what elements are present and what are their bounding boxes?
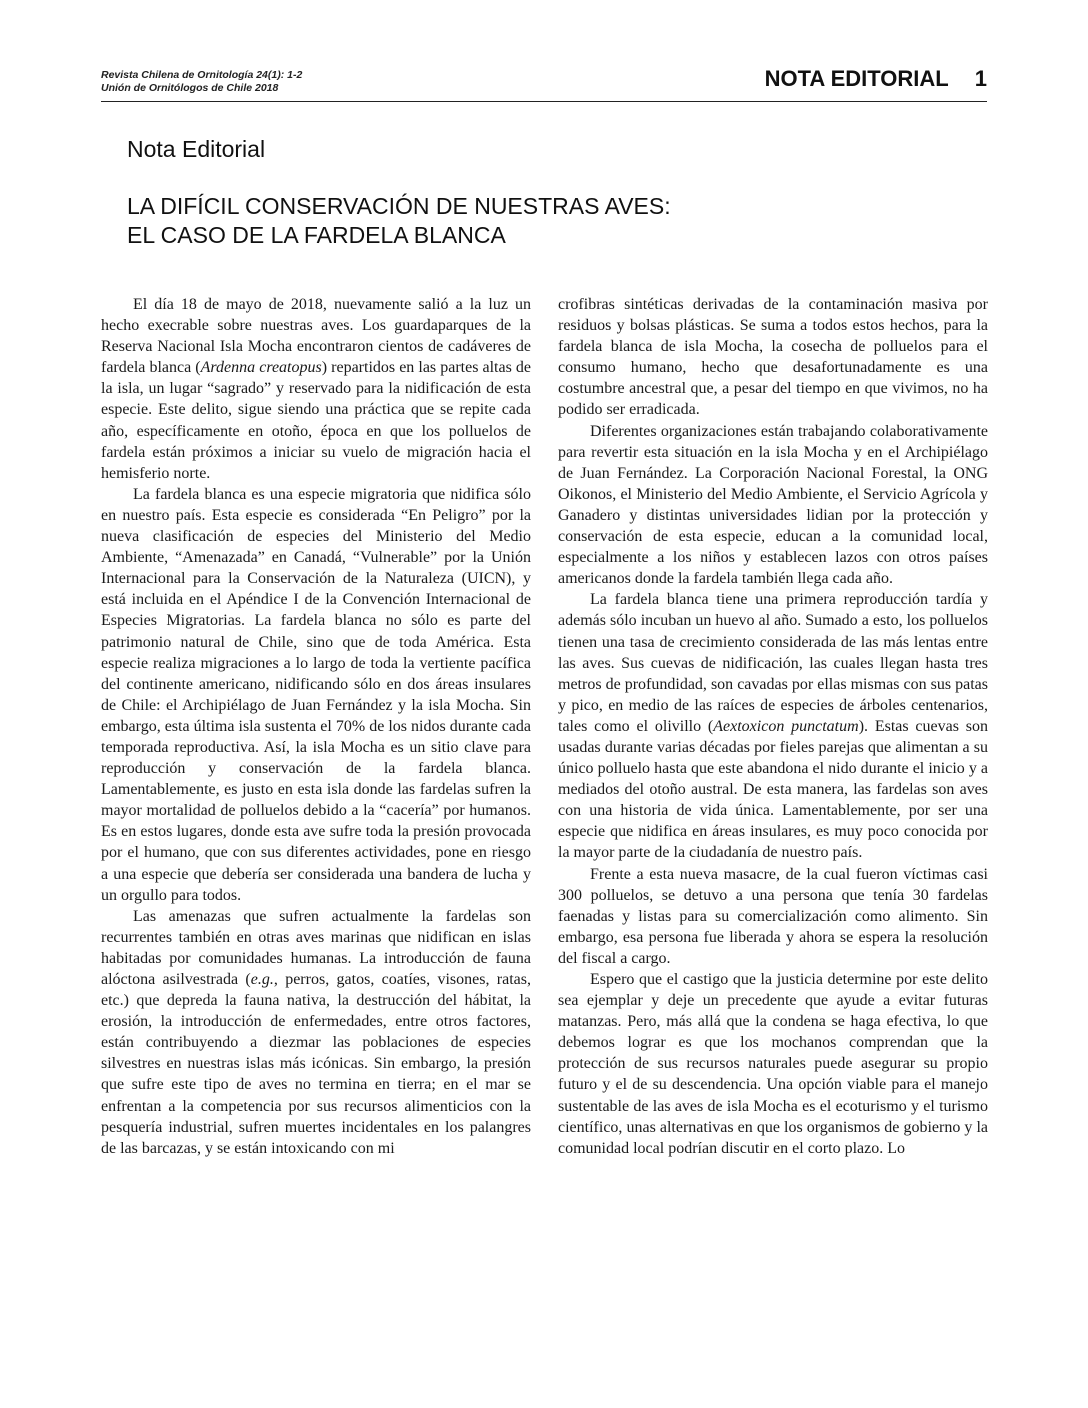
eg-abbreviation: e.g.: [250, 971, 274, 988]
paragraph-4: Diferentes organizaciones están trabajando colaborativamente para revertir esta situación en la isla Mocha y en el Archipiélago de Juan Fernández. La Corporación Nacional Forestal, la ONG Oikonos, el Ministerio del Medio Ambiente, el Servicio Agrícola y Ganadero y distintas universidades lidian por la protección y conservación de esta especie, educan a la comunidad local, especialmente a los niños y establecen lazos con otros países americanos donde la fardela también llega cada año.: [558, 422, 988, 588]
section-label: Nota Editorial: [127, 136, 266, 162]
title-line-2: EL CASO DE LA FARDELA BLANCA: [127, 222, 506, 248]
paragraph-5: [558, 589, 988, 863]
left-column: [101, 294, 531, 1159]
paragraph-1-text-a: El día 18 de mayo de 2018, nuevamente salió a la luz un hecho execrable sobre nuestras aves. Los guardaparques de la Reserva Nacional Isla Mocha encontraron cientos de cadáveres de fardela blanca (: [101, 296, 531, 377]
paragraph-1: [101, 294, 531, 484]
paragraph-3-text-a: Las amenazas que sufren actualmente la fardelas son recurrentes también en otras aves marinas que nidifican en islas habitadas por comunidades humanas. La introducción de fauna alóctona asilvestrada (: [101, 907, 531, 988]
right-column: [558, 294, 988, 1159]
paragraph-3-continued: crofibras sintéticas derivadas de la contaminación masiva por residuos y bolsas plásticas. Se suma a todos estos hechos, para la fardela blanca de isla Mocha, la cosecha de polluelos para el consumo humano, hecho que desafortunadamente es una costumbre ancestral que, a pesar del tiempo en que vivimos, no ha podido ser erradicada.: [558, 296, 988, 419]
species-name-aextoxicon: Aextoxicon punctatum: [713, 717, 859, 735]
paragraph-5-text-b: ). Estas cuevas son usadas durante varias décadas por fieles parejas que alimentan a su único polluelo hasta que este abandona el nido durante el inicio y a mediados del otoño austral. De esta manera, las fardelas son aves con una historia de vida única. Lamentablemente, por ser una especie que nidifica en áreas insulares, es muy poco conocida por la mayor parte de la ciudadanía de nuestro país.: [558, 717, 989, 862]
journal-line-2: Unión de Ornitólogos de Chile 2018: [101, 82, 279, 94]
paragraph-6: Frente a esta nueva masacre, de la cual fueron víctimas casi 300 polluelos, se detuvo a una persona que tenía 30 fardelas faenadas y listas para su comercialización como alimento. Sin embargo, esa persona fue liberada y ahora se espera la resolución del fiscal a cargo.: [558, 865, 988, 967]
species-name-ardenna: Ardenna creatopus: [200, 359, 322, 377]
header-rule: [101, 101, 987, 102]
paragraph-1-text-b: ) repartidos en las partes altas de la isla, un lugar “sagrado” y reservado para la nidificación de esta especie. Este delito, sigue siendo una práctica que se repite cada año, específicamente en otoño, época en que los polluelos de fardela están próximos a iniciar su vuelo de migración hacia el hemisferio norte.: [101, 359, 531, 482]
paragraph-5-text-a: La fardela blanca tiene una primera reproducción tardía y además sólo incuban un huevo al año. Sumado a esto, los polluelos tienen una tasa de crecimiento considerada de las más lentas entre las aves. Sus cuevas de nidificación, las cuales llegan hasta tres metros de profundidad, son cavadas por ellas mismas con sus patas y pico, en medio de las raíces de especies de árboles centenarios, tales como el olivillo (: [558, 591, 988, 735]
paragraph-2: La fardela blanca es una especie migratoria que nidifica sólo en nuestro país. Esta especie es considerada “En Peligro” por la nueva clasificación de especies del Ministerio del Medio Ambiente, “Amenazada” en Canadá, “Vulnerable” por la Unión Internacional para la Conservación de la Naturaleza (UICN), y está incluida en el Apéndice I de la Convención Internacional de Especies Migratorias. La fardela blanca no sólo es parte del patrimonio natural de Chile, sino que de toda América. Esta especie realiza migraciones a lo largo de toda la vertiente pacífica del continente americano, nidificando sólo en dos áreas insulares de Chile: el Archipiélago de Juan Fernández y la isla Mocha. Sin embargo, esta última isla sustenta el 70% de los nidos durante cada temporada reproductiva. Así, la isla Mocha es un sitio clave para reproducción y conservación de la fardela blanca. Lamentablemente, es justo en esta isla donde las fardelas sufren la mayor mortalidad de polluelos debido a la “cacería” por humanos. Es en estos lugares, donde esta ave sufre toda la presión provocada por el humano, que con sus diferentes actividades, pone en riesgo a una especie que debería ser considerada una bandera de lucha y un orgullo para todos.: [101, 485, 531, 904]
journal-line-1: Revista Chilena de Ornitología 24(1): 1-2: [101, 69, 303, 81]
running-head-right: [765, 66, 987, 92]
running-section-title: NOTA EDITORIAL: [764, 66, 949, 91]
paragraph-3: [101, 906, 531, 1159]
page-number: 1: [974, 66, 987, 91]
article-title: [127, 192, 671, 250]
title-line-1: LA DIFÍCIL CONSERVACIÓN DE NUESTRAS AVES:: [127, 193, 671, 219]
journal-citation: [101, 69, 302, 95]
paragraph-7: Espero que el castigo que la justicia determine por este delito sea ejemplar y deje un precedente que ayude a evitar futuras matanzas. Pero, más allá que la condena se haga efectiva, lo que debemos lograr es que los mochanos comprendan que la protección de sus recursos naturales puede asegurar su propio futuro y el de su descendencia. Una opción viable para el manejo sustentable de las aves de isla Mocha es el ecoturismo y el turismo científico, unas alternativas en que los organismos de gobierno y la comunidad local podrían discutir en el corto plazo. Lo: [558, 971, 988, 1157]
running-head: [101, 66, 987, 102]
paragraph-3-text-b: , perros, gatos, coatíes, visones, ratas, etc.) que depreda la fauna nativa, la destrucción del hábitat, la erosión, la introducción de enfermedades, entre otros factores, están contribuyendo a diezmar las poblaciones de especies silvestres en nuestras islas más icónicas. Sin embargo, la presión que sufre este tipo de aves no termina en tierra; en el mar se enfrentan a la competencia por sus recursos alimenticios con la pesquería industrial, sufren muertes incidentales en los palangres de las barcazas, y se están intoxicando con mi: [101, 971, 531, 1157]
